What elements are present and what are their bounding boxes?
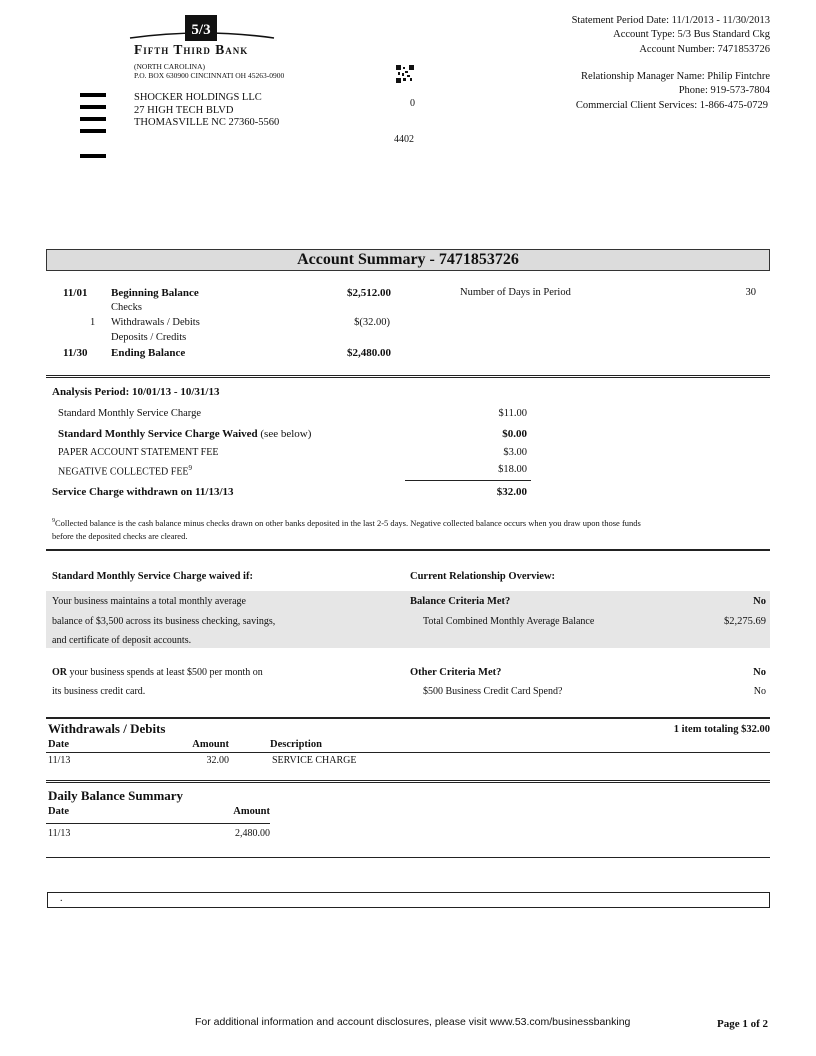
postal-barcode-bar: [80, 117, 106, 121]
checks-label: Checks: [111, 302, 142, 313]
begin-date: 11/01: [63, 287, 88, 299]
end-label: Ending Balance: [111, 347, 186, 359]
withdrawals-col-description: Description: [270, 739, 322, 750]
waiver-left-title: Standard Monthly Service Charge waived if:: [52, 571, 253, 582]
days-label: Number of Days in Period: [460, 287, 571, 298]
waiver-line3: and certificate of deposit accounts.: [52, 635, 192, 646]
account-type: Account Type: 5/3 Bus Standard Ckg: [613, 29, 770, 40]
waived-label: Standard Monthly Service Charge Waived: [58, 428, 258, 440]
waived-row: [58, 428, 311, 440]
footer-disclosure: For additional information and account disclosures, please visit www.53.com/businessbanking: [195, 1016, 631, 1028]
analysis-title: Analysis Period: 10/01/13 - 10/31/13: [52, 386, 220, 398]
qr-code-icon: [396, 65, 414, 83]
notes-box-text: .: [60, 893, 63, 904]
withdrawals-amount: $(32.00): [354, 317, 390, 328]
bank-state: (NORTH CAROLINA): [134, 62, 206, 71]
analysis-row-amount: $3.00: [503, 447, 527, 458]
section-divider: [46, 549, 770, 551]
negative-fee-sup: 9: [188, 464, 193, 472]
credit-spend-label: $500 Business Credit Card Spend?: [423, 686, 563, 697]
withdrawals-count: 1: [90, 317, 96, 328]
combined-balance-value: $2,275.69: [724, 616, 766, 627]
postal-barcode-bar: [80, 154, 106, 158]
withdrawals-label: Withdrawals / Debits: [111, 317, 200, 328]
waived-amount: $0.00: [502, 428, 527, 440]
end-date: 11/30: [63, 347, 88, 359]
negative-fee-label: NEGATIVE COLLECTED FEE: [58, 466, 189, 478]
mail-code-4402: 4402: [394, 134, 414, 145]
withdrawn-amount: $32.00: [496, 486, 527, 498]
customer-name: SHOCKER HOLDINGS LLC: [134, 92, 262, 103]
account-summary-title: Account Summary - 7471853726: [46, 249, 770, 271]
page-number: Page 1 of 2: [716, 1018, 768, 1030]
waiver-right-title: Current Relationship Overview:: [410, 571, 556, 582]
negative-fee-amount: $18.00: [498, 464, 527, 475]
days-value: 30: [745, 287, 756, 298]
section-divider: [46, 857, 770, 858]
table-header-rule: [46, 823, 270, 824]
customer-street: 27 HIGH TECH BLVD: [134, 105, 234, 116]
waiver-line2: balance of $3,500 across its business checking, savings,: [52, 616, 276, 627]
table-row-amount: 32.00: [206, 755, 229, 766]
withdrawals-col-amount: Amount: [192, 739, 229, 750]
daily-col-amount: Amount: [233, 806, 270, 817]
other-criteria-value: No: [753, 667, 766, 678]
section-divider: [46, 375, 770, 378]
balance-criteria-value: No: [753, 596, 766, 607]
postal-barcode-bar: [80, 105, 106, 109]
bank-name: Fifth Third Bank: [134, 42, 249, 57]
waived-note: (see below): [257, 428, 312, 440]
footnote-mark: 9: [52, 518, 55, 524]
mail-code-zero: 0: [410, 98, 415, 109]
section-divider: [46, 780, 770, 783]
footnote-line2: before the deposited checks are cleared.: [52, 530, 188, 541]
end-amount: $2,480.00: [347, 347, 391, 359]
table-row-date: 11/13: [48, 755, 71, 766]
withdrawals-title: Withdrawals / Debits: [48, 721, 166, 736]
daily-row-amount: 2,480.00: [235, 828, 270, 839]
balance-criteria-label: Balance Criteria Met?: [410, 596, 511, 607]
withdrawals-total: 1 item totaling $32.00: [673, 724, 770, 735]
credit-spend-value: No: [753, 686, 766, 697]
relationship-manager: Relationship Manager Name: Philip Fintchre: [581, 71, 770, 82]
daily-col-date: Date: [48, 806, 69, 817]
manager-phone: Phone: 919-573-7804: [678, 85, 770, 96]
section-divider: [46, 717, 770, 719]
analysis-row-label: Standard Monthly Service Charge: [58, 408, 201, 419]
or-text: your business spends at least $500 per month on: [67, 667, 263, 678]
account-number: Account Number: 7471853726: [639, 44, 770, 55]
notes-box: [47, 892, 770, 908]
or-line1: [52, 667, 263, 678]
daily-title: Daily Balance Summary: [48, 788, 184, 803]
footnote: [52, 515, 774, 543]
footnote-line1: [52, 515, 774, 530]
analysis-row-amount: $11.00: [498, 408, 527, 419]
bank-po-box: P.O. BOX 630900 CINCINNATI OH 45263-0900: [134, 71, 285, 80]
analysis-row-label: PAPER ACCOUNT STATEMENT FEE: [58, 447, 219, 458]
withdrawals-col-date: Date: [48, 739, 69, 750]
negative-fee-row: [58, 464, 192, 477]
begin-label: Beginning Balance: [111, 287, 199, 299]
svg-text:5/3: 5/3: [191, 22, 211, 38]
daily-row-date: 11/13: [48, 828, 71, 839]
or-line2: its business credit card.: [52, 686, 146, 697]
customer-city: THOMASVILLE NC 27360-5560: [134, 117, 280, 128]
withdrawn-label: Service Charge withdrawn on 11/13/13: [52, 486, 234, 498]
or-word: OR: [52, 667, 67, 678]
combined-balance-label: Total Combined Monthly Average Balance: [423, 616, 595, 627]
postal-barcode-bar: [80, 129, 106, 133]
client-services: Commercial Client Services: 1-866-475-0729: [575, 100, 768, 111]
statement-period: Statement Period Date: 11/1/2013 - 11/30/2013: [571, 15, 770, 26]
other-criteria-label: Other Criteria Met?: [410, 667, 502, 678]
total-underline: [405, 480, 531, 481]
footnote-text1: Collected balance is the cash balance minus checks drawn on other banks deposited in the last 2-5 days. Negative collected balance occurs when you draw upon those funds: [55, 517, 641, 528]
waiver-line1: Your business maintains a total monthly average: [52, 596, 246, 607]
begin-amount: $2,512.00: [347, 287, 391, 299]
table-header-rule: [46, 752, 770, 753]
table-row-description: SERVICE CHARGE: [272, 755, 357, 766]
deposits-label: Deposits / Credits: [111, 332, 187, 343]
postal-barcode-bar: [80, 93, 106, 97]
